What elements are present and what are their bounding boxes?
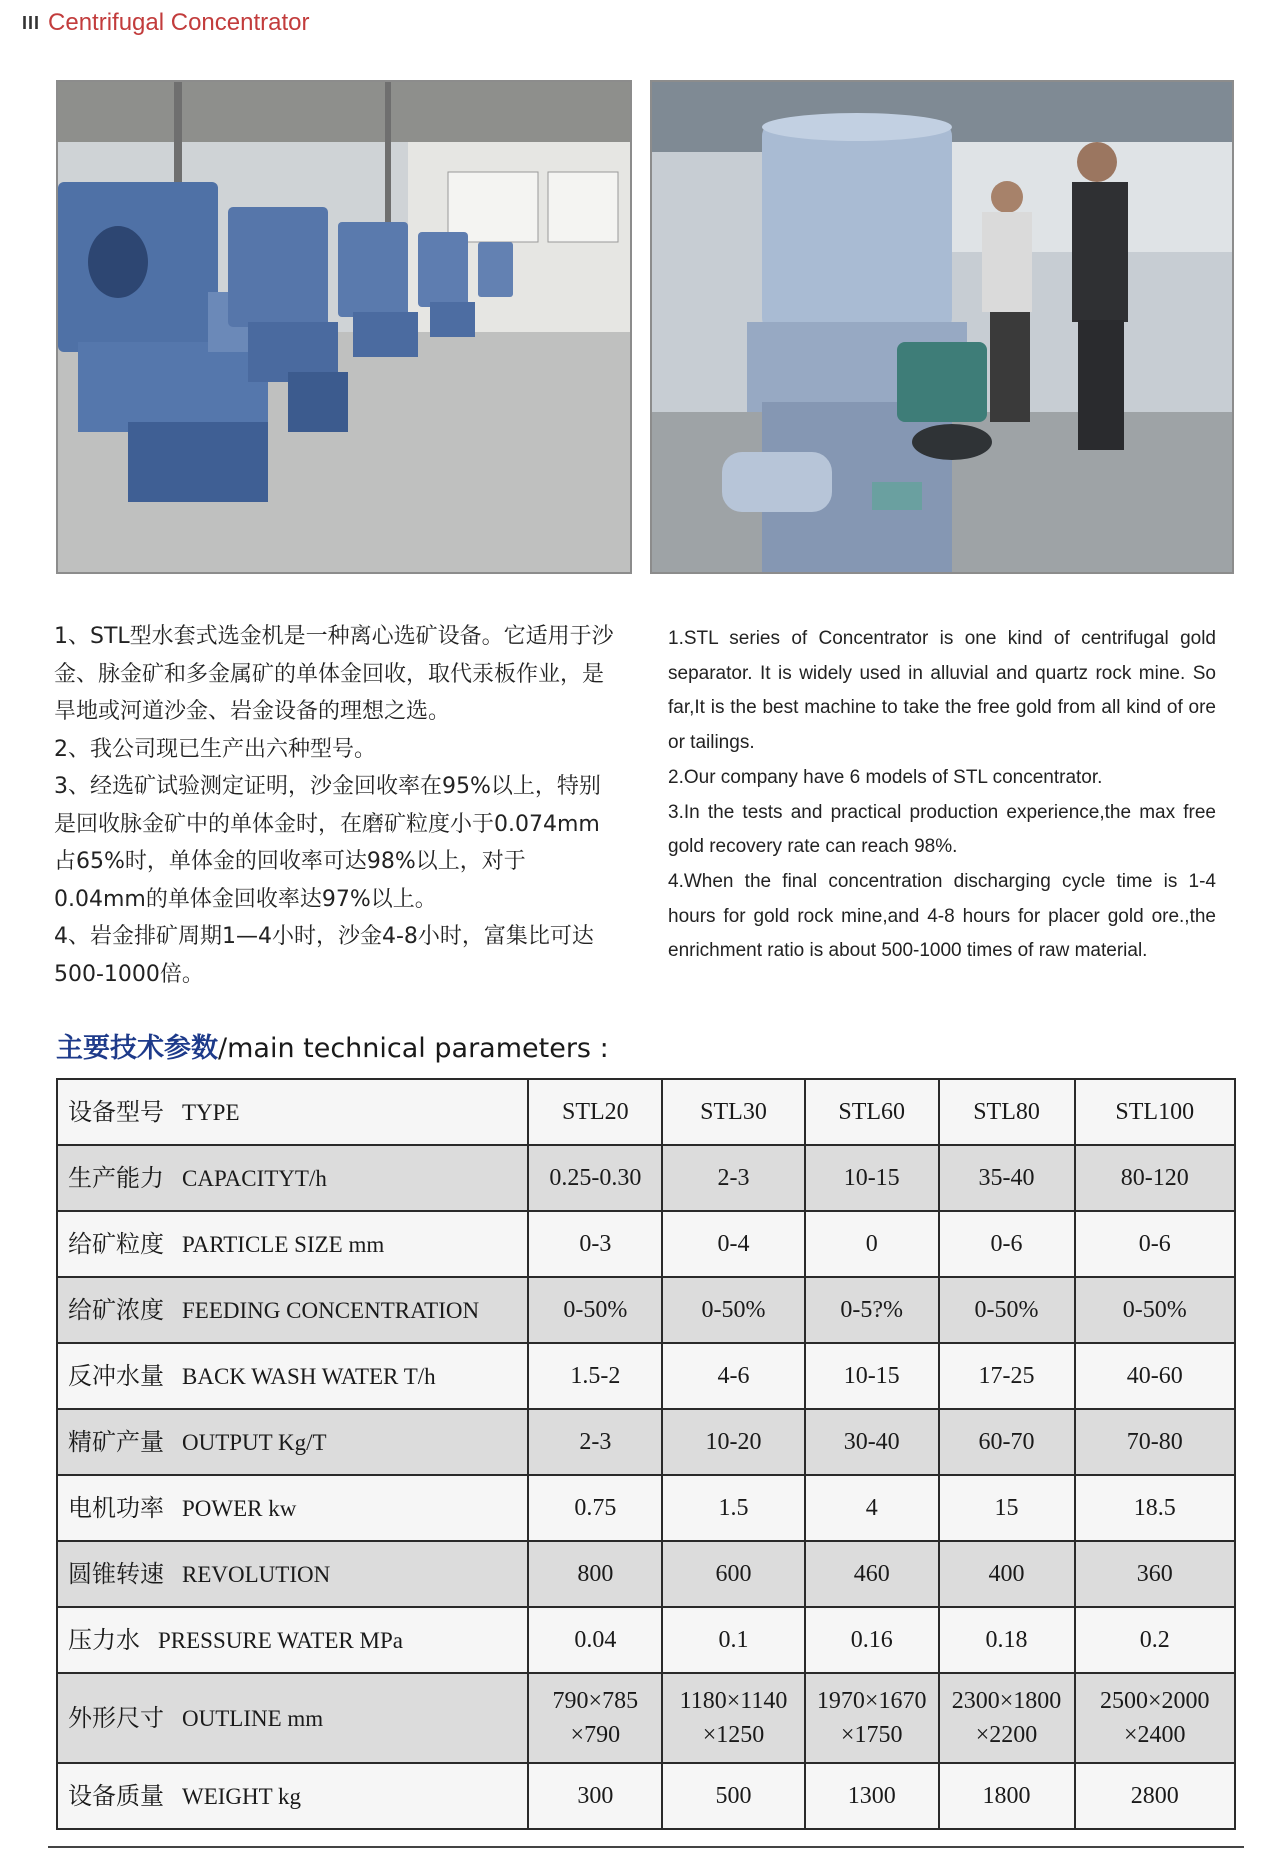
photo-concentrator-workers: [650, 80, 1234, 574]
cn-paragraph: 3、经选矿试验测定证明，沙金回收率在95%以上，特别是回收脉金矿中的单体金时，在磨矿粒度小于0.074mm占65%时，单体金的回收率可达98%以上，对于0.04mm的单体金回收率达97%以上。: [54, 774, 601, 912]
table-cell: 300: [528, 1763, 662, 1829]
table-cell: 0.1: [662, 1607, 805, 1673]
row-label-cn: 压力水: [68, 1625, 140, 1654]
technical-parameters-table: [56, 1078, 1236, 1830]
cn-paragraph: 4、岩金排矿周期1—4小时，沙金4-8小时，富集比可达500-1000倍。: [54, 924, 594, 987]
row-label: [57, 1211, 528, 1277]
table-cell: 0: [805, 1211, 939, 1277]
row-label-cn: 给矿浓度: [68, 1295, 164, 1324]
row-label-en: WEIGHT kg: [182, 1783, 302, 1809]
table-cell: 4: [805, 1475, 939, 1541]
table-row: [57, 1079, 1235, 1145]
table-row: [57, 1475, 1235, 1541]
row-label: [57, 1079, 528, 1145]
table-cell: 0-3: [528, 1211, 662, 1277]
table-row: [57, 1343, 1235, 1409]
row-label: [57, 1343, 528, 1409]
page-title: Centrifugal Concentrator: [48, 9, 310, 36]
row-label: [57, 1763, 528, 1829]
description-chinese: [54, 618, 614, 993]
row-label-en: FEEDING CONCENTRATION: [182, 1297, 480, 1323]
row-label-cn: 圆锥转速: [68, 1559, 164, 1588]
table-cell: 0-6: [1075, 1211, 1236, 1277]
table-row: [57, 1673, 1235, 1763]
table-cell: STL80: [939, 1079, 1075, 1145]
table-heading-cn: 主要技术参数: [56, 1033, 218, 1064]
table-cell: 0-50%: [1075, 1277, 1236, 1343]
table-cell: 0-5?%: [805, 1277, 939, 1343]
table-cell: 80-120: [1075, 1145, 1236, 1211]
row-label-cn: 精矿产量: [68, 1427, 164, 1456]
row-label: [57, 1277, 528, 1343]
row-label-en: REVOLUTION: [182, 1561, 331, 1587]
table-cell: 0-6: [939, 1211, 1075, 1277]
table-cell: 1800: [939, 1763, 1075, 1829]
table-cell: 1300: [805, 1763, 939, 1829]
table-cell: 460: [805, 1541, 939, 1607]
table-cell: 1.5-2: [528, 1343, 662, 1409]
table-cell: STL30: [662, 1079, 805, 1145]
table-cell: 10-15: [805, 1145, 939, 1211]
row-label: [57, 1409, 528, 1475]
table-row: [57, 1541, 1235, 1607]
section-mark: III: [22, 12, 41, 33]
row-label-cn: 反冲水量: [68, 1361, 164, 1390]
table-row: [57, 1409, 1235, 1475]
table-cell: STL20: [528, 1079, 662, 1145]
row-label-cn: 给矿粒度: [68, 1229, 164, 1258]
row-label-cn: 电机功率: [68, 1493, 164, 1522]
table-cell: 2300×1800 ×2200: [939, 1673, 1075, 1763]
table-cell: 40-60: [1075, 1343, 1236, 1409]
table-cell: 0.18: [939, 1607, 1075, 1673]
table-row: [57, 1211, 1235, 1277]
table-cell: 10-20: [662, 1409, 805, 1475]
table-cell: 1970×1670 ×1750: [805, 1673, 939, 1763]
en-paragraph: 2.Our company have 6 models of STL concentrator.: [668, 766, 1103, 788]
row-label-en: POWER kw: [182, 1495, 297, 1521]
table-heading-en: /main technical parameters :: [218, 1033, 609, 1064]
table-cell: 1.5: [662, 1475, 805, 1541]
cn-paragraph: 2、我公司现已生产出六种型号。: [54, 736, 376, 762]
table-cell: 2800: [1075, 1763, 1236, 1829]
table-cell: 4-6: [662, 1343, 805, 1409]
table-heading: [56, 1026, 609, 1065]
table-cell: 500: [662, 1763, 805, 1829]
concentrator-workers-image: [652, 82, 1232, 572]
table-cell: 790×785 ×790: [528, 1673, 662, 1763]
en-paragraph: 3.In the tests and practical production experience,the max free gold recovery rate can reach 98%.: [668, 801, 1216, 858]
table-row: [57, 1145, 1235, 1211]
table-cell: STL100: [1075, 1079, 1236, 1145]
row-label-cn: 设备质量: [68, 1781, 164, 1810]
table-cell: 0.25-0.30: [528, 1145, 662, 1211]
row-label-en: TYPE: [182, 1099, 240, 1125]
row-label-en: CAPACITYT/h: [182, 1165, 327, 1191]
row-label: [57, 1607, 528, 1673]
table-row: [57, 1277, 1235, 1343]
table-cell: 0.2: [1075, 1607, 1236, 1673]
cn-paragraph: 1、STL型水套式选金机是一种离心选矿设备。它适用于沙金、脉金矿和多金属矿的单体金回收，取代汞板作业，是旱地或河道沙金、岩金设备的理想之选。: [54, 624, 614, 724]
bottom-divider: [48, 1846, 1244, 1848]
table-cell: 18.5: [1075, 1475, 1236, 1541]
table-cell: 35-40: [939, 1145, 1075, 1211]
table-cell: 0.04: [528, 1607, 662, 1673]
description-english: [668, 622, 1216, 969]
table-cell: 0.16: [805, 1607, 939, 1673]
row-label: [57, 1145, 528, 1211]
table-cell: 360: [1075, 1541, 1236, 1607]
table-cell: 800: [528, 1541, 662, 1607]
row-label-cn: 生产能力: [68, 1163, 164, 1192]
table-cell: 0-4: [662, 1211, 805, 1277]
row-label-en: OUTPUT Kg/T: [182, 1429, 327, 1455]
table-cell: 17-25: [939, 1343, 1075, 1409]
row-label: [57, 1475, 528, 1541]
row-label-en: BACK WASH WATER T/h: [182, 1363, 436, 1389]
table-cell: 400: [939, 1541, 1075, 1607]
table-cell: 0-50%: [939, 1277, 1075, 1343]
table-cell: 0-50%: [528, 1277, 662, 1343]
table-cell: 70-80: [1075, 1409, 1236, 1475]
table-cell: 60-70: [939, 1409, 1075, 1475]
photo-concentrator-row: [56, 80, 632, 574]
row-label-en: PARTICLE SIZE mm: [182, 1231, 385, 1257]
table-cell: 0.75: [528, 1475, 662, 1541]
table-row: [57, 1607, 1235, 1673]
row-label: [57, 1541, 528, 1607]
row-label-cn: 外形尺寸: [68, 1703, 164, 1732]
row-label-en: OUTLINE mm: [182, 1705, 324, 1731]
table-cell: 10-15: [805, 1343, 939, 1409]
table-cell: 2-3: [662, 1145, 805, 1211]
concentrator-row-image: [58, 82, 630, 572]
table-cell: 30-40: [805, 1409, 939, 1475]
row-label-cn: 设备型号: [68, 1097, 164, 1126]
table-cell: 2-3: [528, 1409, 662, 1475]
table-cell: 0-50%: [662, 1277, 805, 1343]
page-header: [22, 6, 309, 40]
table-cell: STL60: [805, 1079, 939, 1145]
table-row: [57, 1763, 1235, 1829]
row-label-en: PRESSURE WATER MPa: [158, 1627, 403, 1653]
en-paragraph: 4.When the final concentration discharging cycle time is 1-4 hours for gold rock mine,and 4-8 hours for placer gold ore.,the enrichment ratio is about 500-1000 times of raw material.: [668, 870, 1216, 962]
table-cell: 600: [662, 1541, 805, 1607]
row-label: [57, 1673, 528, 1763]
en-paragraph: 1.STL series of Concentrator is one kind of centrifugal gold separator. It is widely used in alluvial and quartz rock mine. So far,It is the best machine to take the free gold from all kind of ore or tailings.: [668, 628, 1216, 754]
table-cell: 1180×1140 ×1250: [662, 1673, 805, 1763]
table-cell: 15: [939, 1475, 1075, 1541]
table-cell: 2500×2000 ×2400: [1075, 1673, 1236, 1763]
